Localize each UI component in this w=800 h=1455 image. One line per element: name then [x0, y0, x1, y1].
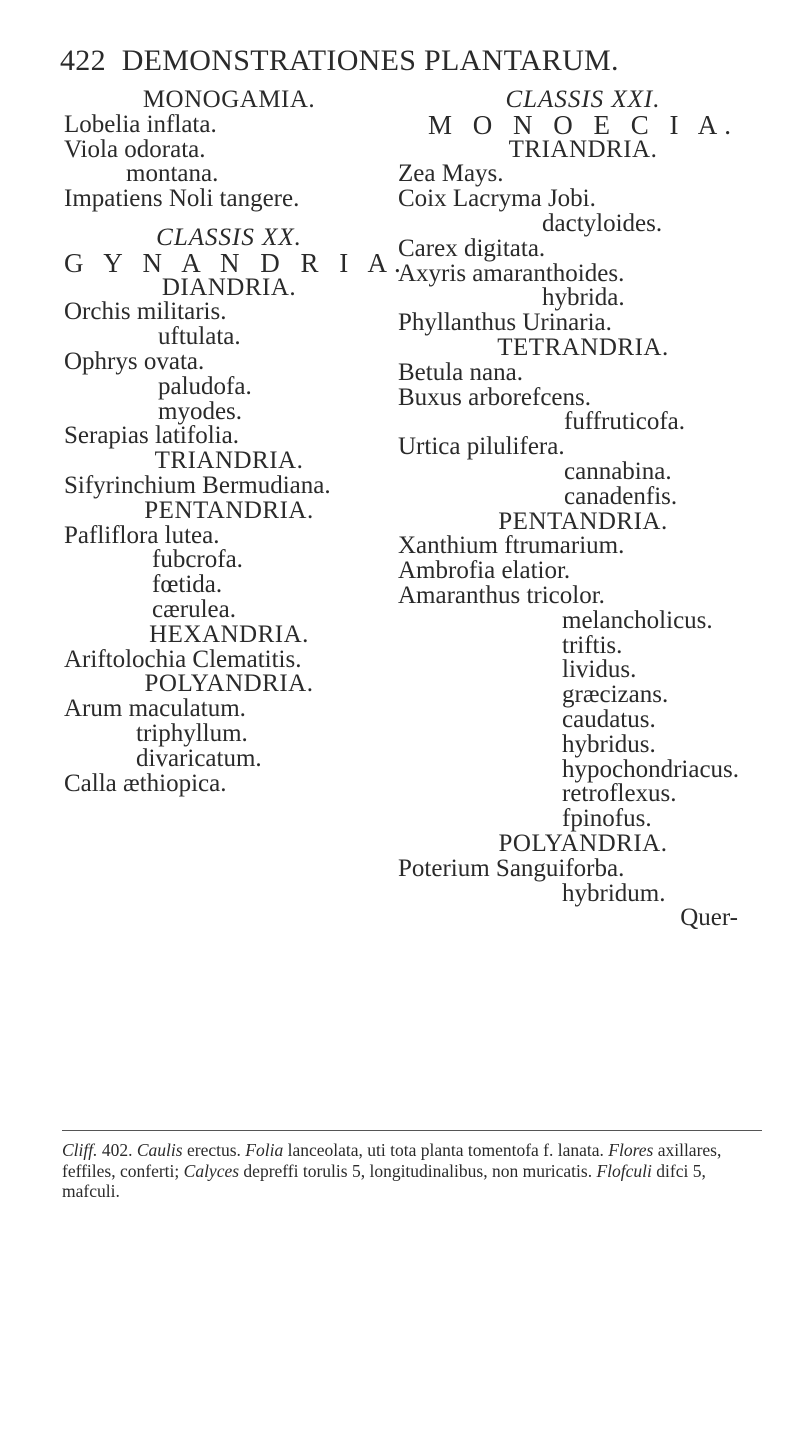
- footnote-text: depreffi torulis 5, longitudinalibus, non muricatis.: [239, 1160, 597, 1181]
- plant-name: Arum maculatum.: [64, 695, 246, 723]
- footnote-text: lanceolata, uti tota planta tomentofa f. lanata.: [283, 1140, 609, 1160]
- plant-name: myodes.: [158, 397, 243, 425]
- plant-name: Orchis militaris.: [64, 298, 227, 326]
- plant-name: Pafliflora lutea.: [64, 521, 220, 549]
- plant-name: melancholicus.: [562, 606, 713, 634]
- plant-name: Carex digitata.: [398, 234, 546, 262]
- plant-name: hybridus.: [562, 730, 656, 758]
- footnote-text: axillares, feffiles, conferti;: [62, 1140, 722, 1181]
- plant-name: Amaranthus tricolor.: [398, 581, 605, 609]
- plant-name: hybridum.: [562, 879, 666, 907]
- page-header: [60, 44, 619, 78]
- plant-name: fpinofus.: [562, 805, 652, 833]
- plant-name: Impatiens Noli tangere.: [64, 185, 300, 213]
- order-heading: PENTANDRIA.: [498, 507, 668, 535]
- right-column: [398, 88, 768, 931]
- footnote-term: Caulis: [136, 1140, 183, 1160]
- page-number: 422: [60, 44, 106, 77]
- plant-name: Ariftolochia Clematitis.: [64, 645, 302, 673]
- plant-name: triphyllum.: [136, 719, 248, 747]
- plant-name: paludofa.: [158, 372, 252, 400]
- plant-name: divaricatum.: [136, 744, 262, 772]
- footnote-text: 402.: [97, 1140, 137, 1160]
- plant-name: lividus.: [562, 656, 637, 684]
- plant-name: Urtica pilulifera.: [398, 433, 565, 461]
- class-heading: CLASSIS XX.: [156, 223, 302, 251]
- plant-name: caudatus.: [562, 705, 656, 733]
- plant-name: retroflexus.: [562, 780, 677, 808]
- footnote: [62, 1140, 762, 1202]
- plant-name: Viola odorata.: [64, 135, 206, 163]
- order-heading: TRIANDRIA.: [154, 447, 304, 475]
- plant-name: græcizans.: [562, 681, 669, 709]
- order-heading: TETRANDRIA.: [497, 333, 669, 361]
- footnote-term: Folia: [245, 1140, 284, 1160]
- plant-name: hybrida.: [542, 284, 625, 312]
- plant-name: Buxus arborefcens.: [398, 383, 591, 411]
- plant-name: hypochondriacus.: [562, 755, 740, 783]
- plant-name: Axyris amaranthoides.: [398, 259, 625, 287]
- footnote-term: Flores: [608, 1140, 654, 1160]
- plant-name: Lobelia inflata.: [64, 110, 217, 138]
- plant-name: Betula nana.: [398, 358, 523, 386]
- order-heading: TRIANDRIA.: [508, 135, 658, 163]
- plant-name: Sifyrinchium Bermudiana.: [64, 471, 331, 499]
- footnote-term: Flofculi: [596, 1160, 652, 1181]
- plant-name: Ophrys ovata.: [64, 347, 205, 375]
- plant-name: Calla æthiopica.: [64, 769, 227, 797]
- plant-name: fuffruticofa.: [564, 408, 686, 436]
- plant-name: Ambrofia elatior.: [398, 557, 571, 585]
- catchword: Quer-: [680, 904, 738, 932]
- plant-name: Coix Lacryma Jobi.: [398, 185, 596, 213]
- plant-name: canadenfis.: [564, 482, 678, 510]
- plant-name: cannabina.: [564, 457, 672, 485]
- plant-name: triftis.: [562, 631, 623, 659]
- order-heading: PENTANDRIA.: [144, 496, 314, 524]
- plant-name: dactyloides.: [542, 209, 663, 237]
- left-column: [64, 86, 408, 797]
- order-heading: POLYANDRIA.: [498, 829, 668, 857]
- plant-name: fubcrofa.: [152, 546, 243, 574]
- running-title: DEMONSTRATIONES PLANTARUM.: [121, 44, 619, 77]
- footnote-term: Cliff.: [62, 1140, 98, 1160]
- footnote-term: Calyces: [183, 1160, 240, 1181]
- plant-name: Xanthium ftrumarium.: [398, 532, 625, 560]
- footnote-text: difci 5, mafculi.: [62, 1160, 706, 1201]
- plant-name: montana.: [126, 160, 219, 188]
- class-name: M O N O E C I A.: [427, 109, 738, 140]
- order-heading: HEXANDRIA.: [149, 620, 309, 648]
- plant-name: Phyllanthus Urinaria.: [398, 309, 612, 337]
- class-heading: CLASSIS XXI.: [505, 86, 661, 113]
- class-name: G Y N A N D R I A.: [64, 247, 408, 278]
- footnote-rule: [62, 1130, 762, 1131]
- plant-name: Serapias latifolia.: [64, 422, 239, 450]
- plant-name: uftulata.: [158, 323, 241, 351]
- plant-name: cærulea.: [152, 595, 236, 623]
- plant-name: Poterium Sanguiforba.: [398, 854, 625, 882]
- order-heading: MONOGAMIA.: [142, 86, 316, 113]
- plant-name: fœtida.: [152, 571, 223, 599]
- plant-name: Zea Mays.: [398, 160, 504, 188]
- order-heading: POLYANDRIA.: [144, 670, 314, 698]
- footnote-text: erectus.: [182, 1140, 246, 1160]
- order-heading: DIANDRIA.: [161, 273, 297, 301]
